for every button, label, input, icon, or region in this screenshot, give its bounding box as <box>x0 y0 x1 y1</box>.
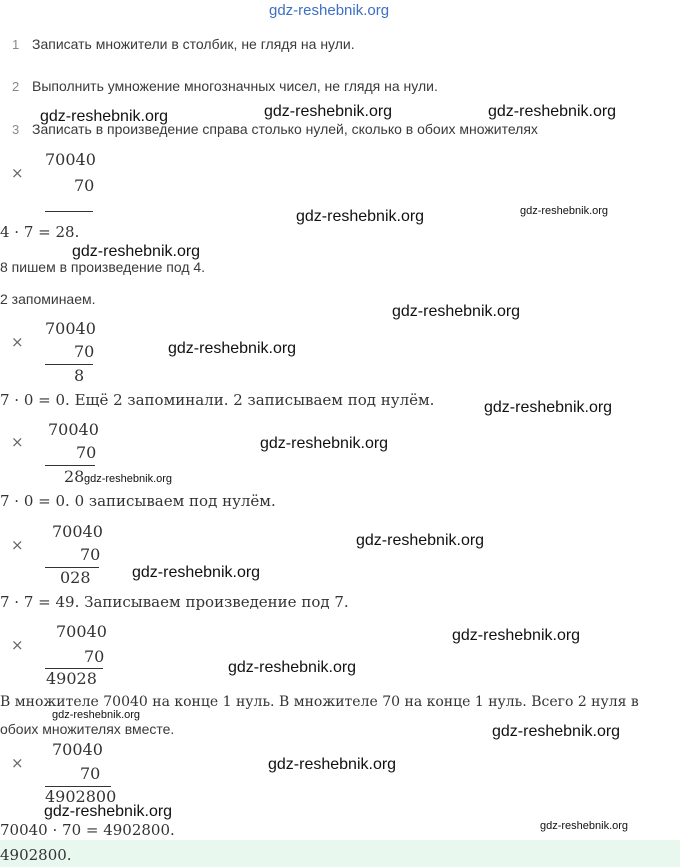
step-number: 3 <box>12 122 20 137</box>
multiply-sign: × <box>11 164 24 182</box>
watermark: gdz-reshebnik.org <box>44 803 173 820</box>
watermark: gdz-reshebnik.org <box>52 709 141 721</box>
step-number: 1 <box>12 37 20 52</box>
watermark: gdz-reshebnik.org <box>40 108 169 125</box>
watermark: gdz-reshebnik.org <box>520 205 609 217</box>
watermark: gdz-reshebnik.org <box>296 208 425 225</box>
multiply-sign: × <box>11 636 24 654</box>
watermark: gdz-reshebnik.org <box>168 340 297 357</box>
partial-product: 49028 <box>46 669 97 688</box>
explanation: 7 · 7 = 49. Записываем произведение под 7. <box>0 593 349 611</box>
explanation: В множителе 70040 на конце 1 нуль. В множителе 70 на конце 1 нуль. Всего 2 нуля в <box>0 694 639 710</box>
step-text: Записать множители в столбик, не глядя на нули. <box>32 36 355 52</box>
watermark: gdz-reshebnik.org <box>132 564 261 581</box>
watermark: gdz-reshebnik.org <box>492 723 621 740</box>
multiply-sign: × <box>11 333 24 351</box>
factor-2: 70 <box>84 647 105 666</box>
answer: 4902800. <box>0 846 72 864</box>
multiply-sign: × <box>11 754 24 772</box>
watermark: gdz-reshebnik.org <box>264 103 393 120</box>
factor-1: 70040 <box>45 319 96 338</box>
watermark: gdz-reshebnik.org <box>540 820 629 832</box>
factor-2: 70 <box>74 176 95 195</box>
result-line <box>45 465 95 466</box>
explanation: 7 · 0 = 0. Ещё 2 запоминали. 2 записываем под нулём. <box>0 391 435 409</box>
partial-product: 28 <box>64 467 85 486</box>
factor-2: 70 <box>80 545 101 564</box>
factor-1: 70040 <box>56 622 107 641</box>
watermark: gdz-reshebnik.org <box>488 103 617 120</box>
step-text: Выполнить умножение многозначных чисел, не глядя на нули. <box>32 78 438 94</box>
result-line <box>45 211 93 212</box>
explanation: 8 пишем в произведение под 4. <box>0 259 206 275</box>
partial-product: 8 <box>74 366 85 385</box>
step-text: Записать в произведение справа столько нулей, сколько в обоих множителях <box>32 121 538 137</box>
result-line <box>45 364 93 365</box>
factor-1: 70040 <box>48 420 99 439</box>
multiply-sign: × <box>11 536 24 554</box>
watermark: gdz-reshebnik.org <box>356 532 485 549</box>
partial-product: 028 <box>60 568 91 587</box>
multiply-sign: × <box>11 433 24 451</box>
final-equation: 70040 · 70 = 4902800. <box>0 821 175 839</box>
step-number: 2 <box>12 79 20 94</box>
watermark: gdz-reshebnik.org <box>84 473 173 485</box>
header-watermark: gdz-reshebnik.org <box>269 2 390 19</box>
explanation: обоих множителях вместе. <box>0 721 175 737</box>
factor-1: 70040 <box>52 740 103 759</box>
watermark: gdz-reshebnik.org <box>392 303 521 320</box>
watermark: gdz-reshebnik.org <box>484 399 613 416</box>
watermark: gdz-reshebnik.org <box>268 756 397 773</box>
watermark: gdz-reshebnik.org <box>452 627 581 644</box>
watermark: gdz-reshebnik.org <box>72 243 201 260</box>
factor-2: 70 <box>80 764 101 783</box>
explanation: 2 запоминаем. <box>0 291 96 307</box>
factor-2: 70 <box>76 443 97 462</box>
watermark: gdz-reshebnik.org <box>260 435 389 452</box>
factor-1: 70040 <box>52 522 103 541</box>
partial-product: 4902800 <box>45 787 117 806</box>
answer-highlight <box>0 840 680 867</box>
explanation: 4 · 7 = 28. <box>0 223 80 241</box>
watermark: gdz-reshebnik.org <box>228 659 357 676</box>
factor-1: 70040 <box>45 150 96 169</box>
explanation: 7 · 0 = 0. 0 записываем под нулём. <box>0 492 276 510</box>
factor-2: 70 <box>74 342 95 361</box>
